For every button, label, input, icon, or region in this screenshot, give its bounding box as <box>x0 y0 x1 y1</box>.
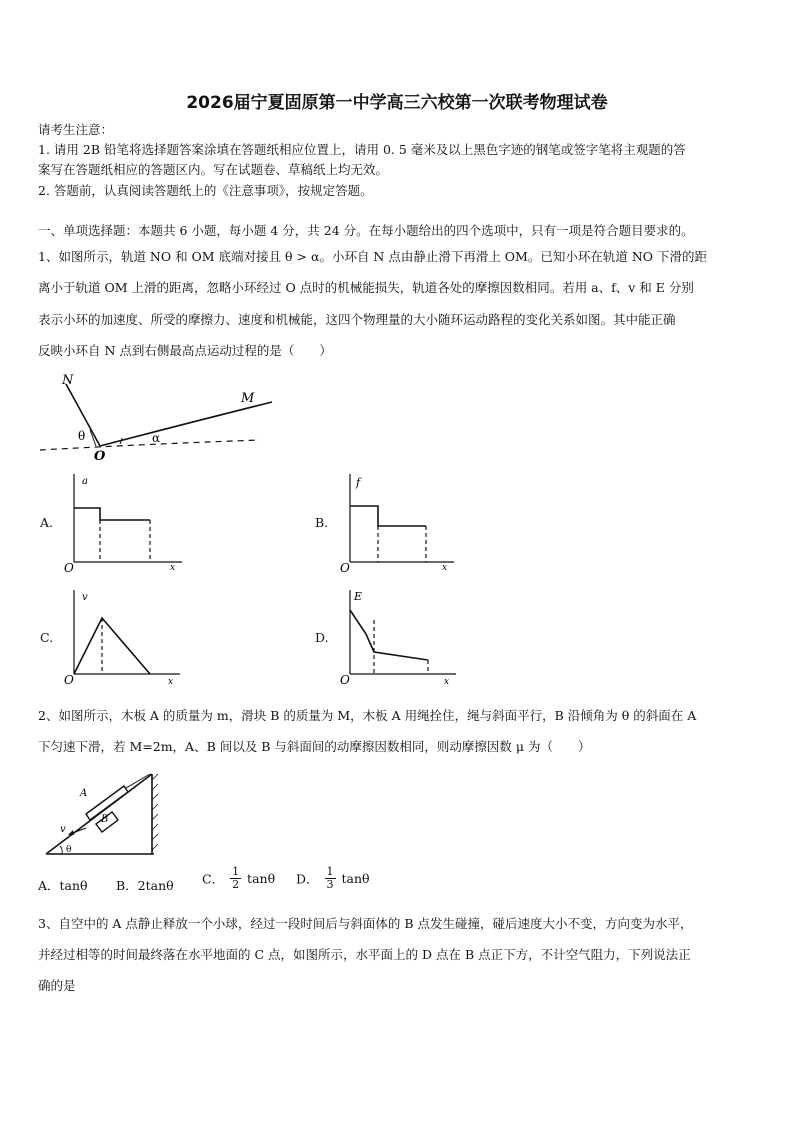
label-m: M <box>241 391 255 406</box>
graph-c-x-label: x <box>168 677 174 687</box>
rope <box>126 774 150 788</box>
graph-b-curve <box>350 506 426 526</box>
graph-d-x-label: x <box>444 677 450 687</box>
q1-graph-c <box>62 586 186 690</box>
q1-text-line4: 反映小环自 N 点到右侧最高点运动过程的是（ ） <box>38 343 332 358</box>
q1-text-line1: 1、如图所示，轨道 NO 和 OM 底端对接且 θ > α。小环自 N 点由静止滑下再滑上 OM。已知小环在轨道 NO 下滑的距 <box>38 249 707 264</box>
graph-c-origin: O <box>64 673 74 687</box>
q2-option-d[interactable] <box>296 866 370 891</box>
graph-a-origin: O <box>64 561 74 574</box>
q2-text-line1: 2、如图所示，木板 A 的质量为 m，滑块 B 的质量为 M，木板 A 用绳拴住，绳与斜面平行，B 沿倾角为 θ 的斜面在 A <box>38 708 697 723</box>
q1-graph-a <box>62 470 186 574</box>
theta-arc-q2 <box>60 846 62 854</box>
velocity-arrowhead <box>68 830 74 835</box>
graph-b-x-label: x <box>442 563 448 573</box>
q2-incline-figure <box>40 766 164 860</box>
q1-option-c-label[interactable]: C. <box>40 630 54 645</box>
notice-item-1a: 1. 请用 2B 铅笔将选择题答案涂填在答题纸相应位置上，请用 0. 5 毫米及以上黑色字迹的钢笔或签字笔将主观题的答 <box>38 142 686 157</box>
fraction-one-half <box>230 866 241 891</box>
q3-text-line2: 并经过相等的时间最终落在水平地面的 C 点，如图所示，水平面上的 D 点在 B 点正下方，不计空气阻力，下列说法正 <box>38 947 691 962</box>
fraction-den: 2 <box>232 878 240 891</box>
q1-option-a-label[interactable]: A. <box>40 515 54 530</box>
q1-option-b-label[interactable]: B. <box>315 515 329 530</box>
graph-d-origin: O <box>340 673 350 687</box>
graph-c-y-label: v <box>82 592 88 603</box>
graph-d-y-label: E <box>354 590 363 603</box>
q1-text-line2: 离小于轨道 OM 上滑的距离，忽略小环经过 O 点时的机械能损失，轨道各处的摩擦因数相同。若用 a、f、v 和 E 分别 <box>38 280 694 295</box>
q2-option-c-tail: tanθ <box>247 871 276 886</box>
label-theta: θ <box>78 429 86 443</box>
notice-item-1b: 案写在答题纸相应的答题区内。写在试题卷、草稿纸上均无效。 <box>38 162 389 177</box>
q1-text-line3: 表示小环的加速度、所受的摩擦力、速度和机械能，这四个物理量的大小随环运动路程的变化关系如图。其中能正确 <box>38 312 676 327</box>
label-o: O <box>94 449 106 460</box>
horizontal-dashed <box>40 440 260 450</box>
label-block-b: B <box>101 814 109 825</box>
q1-option-d-label[interactable]: D. <box>315 630 329 645</box>
wall-hatching <box>152 774 158 850</box>
graph-a-y-label: a <box>82 476 88 487</box>
graph-c-curve <box>74 618 150 674</box>
label-alpha: α <box>152 431 161 445</box>
label-n: N <box>62 373 74 388</box>
graph-b-y-label: f <box>356 476 361 489</box>
fraction-num: 1 <box>232 865 240 878</box>
notice-heading: 请考生注意： <box>38 122 114 137</box>
q2-option-d-tail: tanθ <box>341 871 370 886</box>
q2-text-line2: 下匀速下滑，若 M=2m，A、B 间以及 B 与斜面间的动摩擦因数相同，则动摩擦因数 μ 为（ ） <box>38 739 591 754</box>
label-v: v <box>60 824 66 835</box>
label-block-a: A <box>80 788 88 799</box>
q1-graph-d <box>338 586 462 690</box>
graph-d-curve <box>350 610 428 660</box>
q2-option-c-label: C． <box>202 871 225 887</box>
q2-option-d-label: D． <box>296 871 319 887</box>
track-om <box>100 402 272 446</box>
q3-text-line3: 确的是 <box>38 978 76 993</box>
section-heading: 一、单项选择题：本题共 6 小题，每小题 4 分，共 24 分。在每小题给出的四个选项中，只有一项是符合题目要求的。 <box>38 223 694 238</box>
notice-item-2: 2. 答题前，认真阅读答题纸上的《注意事项》，按规定答题。 <box>38 183 373 198</box>
page-title: 2026届宁夏固原第一中学高三六校第一次联考物理试卷 <box>186 93 608 113</box>
graph-a-curve <box>74 508 150 520</box>
q1-track-figure <box>38 368 278 460</box>
fraction-one-third <box>325 866 336 891</box>
label-theta-q2: θ <box>66 845 72 855</box>
q1-graph-b <box>338 470 462 574</box>
q3-text-line1: 3、自空中的 A 点静止释放一个小球，经过一段时间后与斜面体的 B 点发生碰撞，碰后速度大小不变，方向变为水平， <box>38 916 693 931</box>
q2-option-a[interactable]: A．tanθ <box>38 878 88 893</box>
q2-option-b[interactable]: B．2tanθ <box>116 878 174 893</box>
fraction-den: 3 <box>326 878 334 891</box>
q2-option-c[interactable] <box>202 866 275 891</box>
graph-a-x-label: x <box>170 563 176 573</box>
graph-b-origin: O <box>340 561 350 574</box>
fraction-num: 1 <box>326 865 334 878</box>
